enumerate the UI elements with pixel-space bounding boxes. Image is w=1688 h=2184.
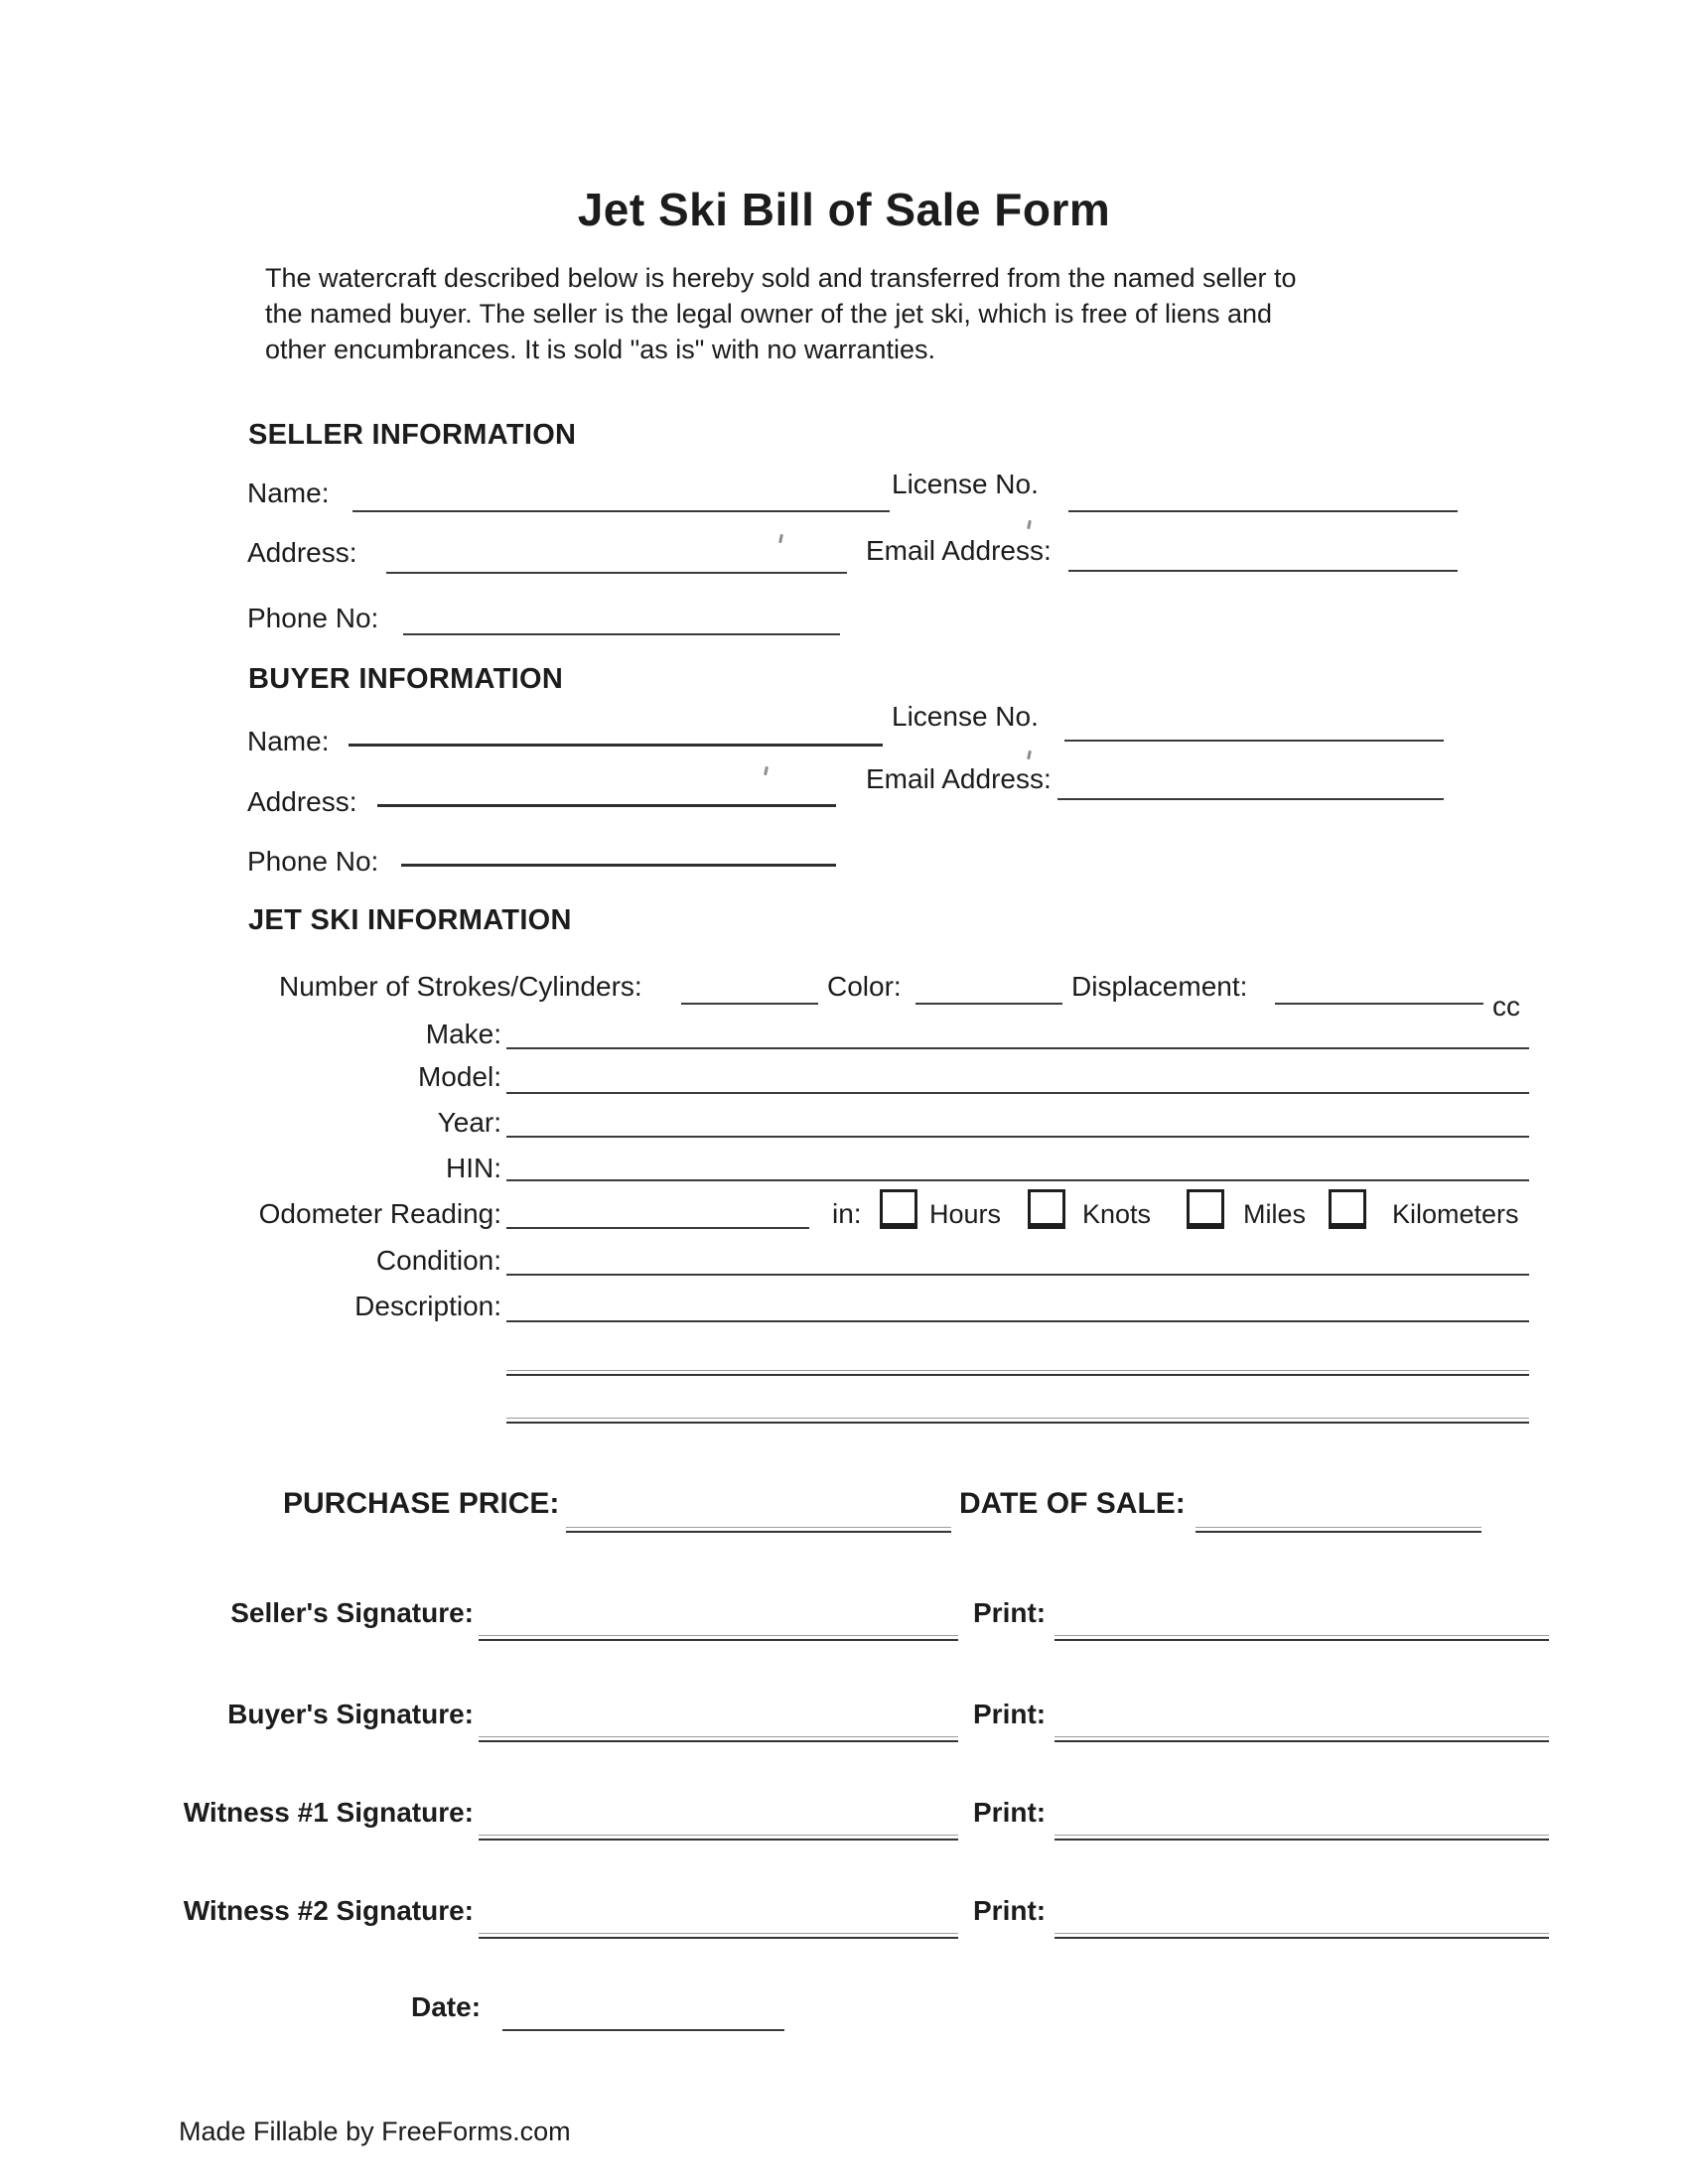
seller-license-field[interactable] [1068, 510, 1458, 512]
scan-artifact [778, 534, 783, 543]
intro-line-3: other encumbrances. It is sold "as is" with no warranties. [265, 335, 935, 364]
purchase-price-field[interactable] [566, 1527, 951, 1533]
knots-checkbox[interactable] [1028, 1189, 1065, 1229]
date-field[interactable] [502, 2029, 784, 2031]
witness2-signature-field[interactable] [479, 1933, 958, 1939]
buyer-name-field[interactable] [349, 744, 883, 747]
seller-name-field[interactable] [352, 510, 890, 512]
purchase-price-label: PURCHASE PRICE: [283, 1487, 560, 1520]
seller-name-label: Name: [247, 478, 330, 508]
seller-email-field[interactable] [1068, 570, 1458, 572]
buyer-section-heading: BUYER INFORMATION [248, 663, 564, 695]
color-label: Color: [827, 971, 902, 1002]
witness1-signature-label: Witness #1 Signature: [183, 1797, 474, 1828]
strokes-label: Number of Strokes/Cylinders: [279, 971, 642, 1002]
buyer-address-label: Address: [247, 786, 357, 817]
description-field[interactable] [506, 1320, 1529, 1322]
buyer-email-field[interactable] [1057, 798, 1444, 800]
scan-artifact [764, 766, 769, 775]
buyer-license-field[interactable] [1064, 740, 1444, 742]
buyer-email-label: Email Address: [866, 763, 1052, 794]
hours-checkbox[interactable] [880, 1189, 917, 1229]
buyer-address-field[interactable] [377, 804, 836, 807]
model-label: Model: [417, 1061, 501, 1092]
witness1-signature-field[interactable] [479, 1835, 958, 1841]
odometer-in-label: in: [832, 1198, 862, 1229]
hours-label: Hours [929, 1199, 1002, 1229]
buyer-signature-label: Buyer's Signature: [227, 1699, 474, 1729]
buyer-print-label: Print: [973, 1699, 1047, 1729]
strokes-field[interactable] [681, 1003, 818, 1005]
scan-artifact [1027, 520, 1032, 529]
seller-section-heading: SELLER INFORMATION [248, 419, 577, 451]
knots-label: Knots [1082, 1199, 1152, 1229]
condition-field[interactable] [506, 1274, 1529, 1276]
seller-print-label: Print: [973, 1597, 1047, 1628]
date-of-sale-label: DATE OF SALE: [959, 1487, 1186, 1520]
buyer-license-label: License No. [892, 701, 1039, 732]
intro-line-2: the named buyer. The seller is the legal owner of the jet ski, which is free of liens and [265, 299, 1273, 329]
description-label: Description: [354, 1291, 501, 1321]
seller-phone-label: Phone No: [247, 603, 379, 633]
witness2-signature-label: Witness #2 Signature: [183, 1895, 474, 1926]
seller-signature-label: Seller's Signature: [230, 1597, 474, 1628]
displacement-label: Displacement: [1071, 971, 1248, 1002]
date-of-sale-field[interactable] [1196, 1527, 1481, 1533]
seller-address-field[interactable] [386, 572, 847, 574]
hin-label: HIN: [446, 1153, 501, 1183]
make-label: Make: [425, 1019, 501, 1049]
page-title: Jet Ski Bill of Sale Form [577, 184, 1111, 235]
buyer-name-label: Name: [247, 726, 330, 756]
footer-credit: Made Fillable by FreeForms.com [179, 2116, 571, 2146]
year-label: Year: [437, 1107, 501, 1138]
date-label: Date: [411, 1991, 482, 2022]
witness1-print-label: Print: [973, 1797, 1047, 1828]
seller-license-label: License No. [892, 469, 1039, 499]
model-field[interactable] [506, 1092, 1529, 1094]
seller-address-label: Address: [247, 537, 357, 568]
intro-line-1: The watercraft described below is hereby sold and transferred from the named seller to [265, 263, 1297, 293]
color-field[interactable] [915, 1003, 1062, 1005]
miles-checkbox[interactable] [1187, 1189, 1224, 1229]
seller-phone-field[interactable] [403, 633, 840, 635]
description-field-line2[interactable] [506, 1370, 1529, 1376]
witness1-print-field[interactable] [1055, 1835, 1549, 1841]
description-field-line3[interactable] [506, 1418, 1529, 1424]
miles-label: Miles [1243, 1199, 1307, 1229]
make-field[interactable] [506, 1047, 1529, 1049]
seller-email-label: Email Address: [866, 535, 1052, 566]
cc-unit-label: cc [1492, 991, 1520, 1022]
kilometers-checkbox[interactable] [1329, 1189, 1366, 1229]
odometer-label: Odometer Reading: [258, 1198, 501, 1229]
seller-signature-field[interactable] [479, 1635, 958, 1641]
witness2-print-label: Print: [973, 1895, 1047, 1926]
jetski-section-heading: JET SKI INFORMATION [248, 904, 572, 936]
witness2-print-field[interactable] [1055, 1933, 1549, 1939]
condition-label: Condition: [375, 1245, 501, 1276]
displacement-field[interactable] [1275, 1003, 1483, 1005]
buyer-phone-field[interactable] [401, 864, 836, 867]
buyer-print-field[interactable] [1055, 1736, 1549, 1742]
hin-field[interactable] [506, 1179, 1529, 1181]
year-field[interactable] [506, 1136, 1529, 1138]
seller-print-field[interactable] [1055, 1635, 1549, 1641]
kilometers-label: Kilometers [1392, 1199, 1519, 1229]
scan-artifact [1027, 751, 1032, 759]
buyer-phone-label: Phone No: [247, 846, 379, 877]
buyer-signature-field[interactable] [479, 1736, 958, 1742]
odometer-field[interactable] [506, 1227, 809, 1229]
intro-paragraph [265, 260, 1297, 367]
